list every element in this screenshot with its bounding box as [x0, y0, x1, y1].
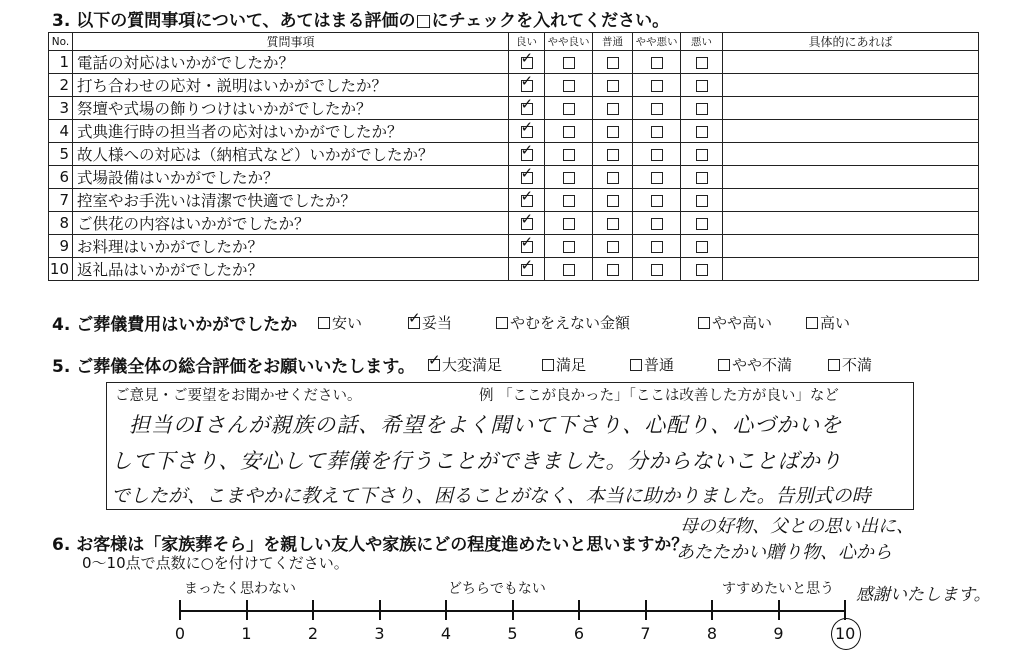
scale-number[interactable]: 0 [174, 624, 186, 643]
rating-cell[interactable] [633, 189, 681, 212]
scale-number[interactable]: 10 [835, 624, 856, 643]
checkbox-checked[interactable] [408, 317, 420, 329]
checkbox[interactable] [607, 241, 619, 253]
rating-cell[interactable] [633, 212, 681, 235]
details-cell[interactable] [723, 235, 979, 258]
overall-option-somewhat-dissatisfied[interactable]: やや不満 [718, 354, 792, 375]
checkbox[interactable] [651, 149, 663, 161]
details-cell[interactable] [723, 258, 979, 281]
rating-cell[interactable] [545, 97, 593, 120]
rating-cell[interactable] [681, 258, 723, 281]
handwritten-comment-line: して下さり、安心して葬儀を行うことができました。分からないことばかり [111, 449, 842, 473]
checkbox[interactable] [651, 80, 663, 92]
rating-cell[interactable] [593, 74, 633, 97]
question-text: 返礼品はいかがでしたか？ [73, 258, 509, 281]
checkbox[interactable] [607, 57, 619, 69]
cost-option-high[interactable]: 高い [806, 312, 850, 333]
checkbox[interactable] [607, 103, 619, 115]
handwritten-comment-line: 担当のIさんが親族の話、希望をよく聞いて下さり、心配り、心づかいを [129, 413, 843, 437]
question-number: 1 [49, 51, 73, 74]
rating-cell[interactable] [593, 143, 633, 166]
checkbox[interactable] [563, 57, 575, 69]
section6-instruction: 0〜10点で点数に○を付けてください。 [82, 554, 349, 572]
question-text: お料理はいかがでしたか？ [73, 235, 509, 258]
table-row [49, 166, 979, 189]
checkbox[interactable] [563, 218, 575, 230]
details-cell[interactable] [723, 143, 979, 166]
table-row [49, 120, 979, 143]
rating-cell[interactable] [633, 120, 681, 143]
question-text: 式典進行時の担当者の応対はいかがでしたか？ [73, 120, 509, 143]
rating-cell[interactable] [545, 189, 593, 212]
checkbox[interactable] [651, 264, 663, 276]
rating-cell[interactable] [633, 97, 681, 120]
rating-cell[interactable] [545, 120, 593, 143]
cost-option-somewhat-high[interactable]: やや高い [698, 312, 772, 333]
checkbox[interactable] [696, 149, 708, 161]
checkbox-checked[interactable] [521, 218, 533, 230]
handwritten-note-line: 母の好物、父との思い出に、 [680, 516, 914, 537]
checkbox[interactable] [542, 359, 554, 371]
rating-cell[interactable] [545, 51, 593, 74]
question-number: 8 [49, 212, 73, 235]
checkbox[interactable] [318, 317, 330, 329]
header-good: 良い [509, 33, 545, 51]
rating-cell[interactable] [681, 97, 723, 120]
checkbox[interactable] [651, 103, 663, 115]
details-cell[interactable] [723, 97, 979, 120]
rating-cell[interactable] [633, 166, 681, 189]
comment-box[interactable] [106, 382, 914, 510]
rating-cell[interactable] [509, 97, 545, 120]
checkbox-checked[interactable] [521, 149, 533, 161]
checkbox[interactable] [696, 126, 708, 138]
handwritten-note-line: あたたかい贈り物、心から [676, 542, 892, 563]
scale-number[interactable]: 6 [573, 624, 585, 643]
rating-cell[interactable] [545, 212, 593, 235]
header-question: 質問事項 [73, 33, 509, 51]
comment-example: 例 「ここが良かった」「ここは改善した方が良い」など [479, 388, 839, 404]
rating-cell[interactable] [681, 166, 723, 189]
rating-cell[interactable] [681, 189, 723, 212]
rating-cell[interactable] [633, 143, 681, 166]
checkbox[interactable] [496, 317, 508, 329]
checkbox[interactable] [563, 103, 575, 115]
checkbox[interactable] [607, 195, 619, 207]
checkbox[interactable] [607, 149, 619, 161]
table-row [49, 143, 979, 166]
rating-cell[interactable] [633, 258, 681, 281]
rating-cell[interactable] [545, 258, 593, 281]
header-average: 普通 [593, 33, 633, 51]
scale-tick [445, 600, 447, 620]
header-fairly-bad: やや悪い [633, 33, 681, 51]
scale-label-mid: どちらでもない [448, 581, 546, 597]
checkbox[interactable] [563, 172, 575, 184]
checkbox[interactable] [607, 126, 619, 138]
checkbox[interactable] [806, 317, 818, 329]
checkbox-checked[interactable] [428, 359, 440, 371]
checkbox-checked[interactable] [521, 241, 533, 253]
checkbox[interactable] [651, 57, 663, 69]
section6-heading: 6. お客様は「家族葬そら」を親しい友人や家族にどの程度進めたいと思いますか？ [52, 535, 689, 555]
selected-score-circle [831, 618, 861, 650]
checkbox[interactable] [607, 172, 619, 184]
details-cell[interactable] [723, 51, 979, 74]
rating-cell[interactable] [681, 74, 723, 97]
rating-cell[interactable] [509, 120, 545, 143]
rating-cell[interactable] [593, 97, 633, 120]
question-text: 電話の対応はいかがでしたか？ [73, 51, 509, 74]
rating-cell[interactable] [593, 166, 633, 189]
rating-cell[interactable] [633, 235, 681, 258]
rating-cell[interactable] [593, 212, 633, 235]
question-text: 故人様への対応は（納棺式など）いかがでしたか？ [73, 143, 509, 166]
table-row [49, 212, 979, 235]
table-row [49, 258, 979, 281]
rating-cell[interactable] [509, 51, 545, 74]
scale-tick [246, 600, 248, 620]
header-details: 具体的にあれば [723, 33, 979, 51]
rating-cell[interactable] [509, 143, 545, 166]
rating-cell[interactable] [509, 166, 545, 189]
scale-number[interactable]: 4 [440, 624, 452, 643]
checkbox-checked[interactable] [521, 126, 533, 138]
rating-cell[interactable] [593, 51, 633, 74]
checkbox[interactable] [563, 126, 575, 138]
scale-tick [578, 600, 580, 620]
question-number: 6 [49, 166, 73, 189]
header-bad: 悪い [681, 33, 723, 51]
checkbox[interactable] [696, 264, 708, 276]
table-header-row [49, 33, 979, 51]
rating-cell[interactable] [545, 74, 593, 97]
table-row [49, 51, 979, 74]
question-text: 控室やお手洗いは清潔で快適でしたか？ [73, 189, 509, 212]
checkbox-checked[interactable] [521, 103, 533, 115]
scale-tick [312, 600, 314, 620]
scale-number[interactable]: 7 [640, 624, 651, 643]
rating-cell[interactable] [681, 212, 723, 235]
checkbox[interactable] [828, 359, 840, 371]
checkbox[interactable] [607, 264, 619, 276]
header-no: No. [49, 33, 73, 51]
checkbox[interactable] [696, 218, 708, 230]
overall-option-very-satisfied[interactable]: ✓ 大変満足 [428, 354, 502, 375]
overall-option-satisfied[interactable]: 満足 [542, 354, 586, 375]
checkbox[interactable] [696, 80, 708, 92]
checkbox[interactable] [651, 241, 663, 253]
rating-cell[interactable] [509, 212, 545, 235]
checkbox[interactable] [563, 80, 575, 92]
checkbox[interactable] [696, 195, 708, 207]
scale-tick [645, 600, 647, 620]
checkbox[interactable] [696, 103, 708, 115]
checkbox-checked[interactable] [521, 264, 533, 276]
overall-option-average[interactable]: 普通 [630, 354, 674, 375]
cost-option-cheap[interactable]: 安い [318, 312, 362, 333]
rating-cell[interactable] [593, 258, 633, 281]
cost-option-reasonable[interactable]: ✓ 妥当 [408, 312, 452, 333]
checkbox[interactable] [696, 172, 708, 184]
checkbox-checked[interactable] [521, 80, 533, 92]
rating-cell[interactable] [681, 120, 723, 143]
table-row [49, 97, 979, 120]
checkbox-checked[interactable] [521, 195, 533, 207]
rating-cell[interactable] [633, 51, 681, 74]
rating-cell[interactable] [509, 258, 545, 281]
handwritten-comment-line: でしたが、こまやかに教えて下さり、困ることがなく、本当に助かりました。告別式の時 [111, 485, 871, 507]
rating-cell[interactable] [545, 166, 593, 189]
question-text: 打ち合わせの応対・説明はいかがでしたか？ [73, 74, 509, 97]
checkbox-checked[interactable] [521, 57, 533, 69]
question-number: 10 [49, 258, 73, 281]
details-cell[interactable] [723, 166, 979, 189]
checkbox[interactable] [651, 126, 663, 138]
scale-number[interactable]: 8 [706, 624, 718, 643]
checkbox[interactable] [696, 57, 708, 69]
details-cell[interactable] [723, 212, 979, 235]
question-number: 9 [49, 235, 73, 258]
checkbox-checked[interactable] [521, 172, 533, 184]
details-cell[interactable] [723, 120, 979, 143]
checkbox[interactable] [563, 241, 575, 253]
rating-cell[interactable] [681, 51, 723, 74]
rating-cell[interactable] [593, 120, 633, 143]
question-number: 2 [49, 74, 73, 97]
question-text: ご供花の内容はいかがでしたか？ [73, 212, 509, 235]
scale-tick [179, 600, 181, 620]
scale-tick [512, 600, 514, 620]
rating-cell[interactable] [593, 189, 633, 212]
checkbox[interactable] [563, 195, 575, 207]
rating-cell[interactable] [681, 143, 723, 166]
question-text: 式場設備はいかがでしたか？ [73, 166, 509, 189]
cost-option-unavoidable[interactable]: やむをえない金額 [496, 312, 630, 333]
overall-option-dissatisfied[interactable]: 不満 [828, 354, 872, 375]
rating-cell[interactable] [509, 235, 545, 258]
scale-label-high: すすめたいと思う [722, 581, 835, 597]
checkbox[interactable] [563, 149, 575, 161]
question-text: 祭壇や式場の飾りつけはいかがでしたか？ [73, 97, 509, 120]
checkbox[interactable] [630, 359, 642, 371]
table-row [49, 235, 979, 258]
question-table [48, 32, 979, 281]
checkbox[interactable] [607, 218, 619, 230]
checkbox[interactable] [698, 317, 710, 329]
question-number: 4 [49, 120, 73, 143]
rating-cell[interactable] [509, 189, 545, 212]
header-fairly-good: やや良い [545, 33, 593, 51]
question-number: 3 [49, 97, 73, 120]
checkbox[interactable] [607, 80, 619, 92]
rating-cell[interactable] [681, 235, 723, 258]
scale-number[interactable]: 9 [773, 624, 784, 643]
scale-number[interactable]: 2 [307, 624, 319, 643]
rating-cell[interactable] [633, 74, 681, 97]
question-number: 5 [49, 143, 73, 166]
rating-cell[interactable] [545, 235, 593, 258]
rating-cell[interactable] [593, 235, 633, 258]
scale-tick [379, 600, 381, 620]
scale-tick [844, 600, 846, 620]
checkbox[interactable] [651, 218, 663, 230]
section3-heading: 3. 以下の質問事項について、あてはまる評価の□にチェックを入れてください。 [52, 11, 670, 31]
section4-heading: 4. ご葬儀費用はいかがでしたか [52, 315, 298, 335]
question-number: 7 [49, 189, 73, 212]
checkbox[interactable] [651, 195, 663, 207]
scale-tick [711, 600, 713, 620]
rating-cell[interactable] [545, 143, 593, 166]
scale-number[interactable]: 5 [507, 624, 518, 643]
table-row [49, 189, 979, 212]
checkbox[interactable] [651, 172, 663, 184]
checkbox[interactable] [718, 359, 730, 371]
scale-label-low: まったく思わない [184, 581, 296, 597]
scale-number[interactable]: 3 [374, 624, 385, 643]
scale-tick [778, 600, 780, 620]
handwritten-note-line: 感謝いたします。 [856, 585, 991, 605]
comment-prompt: ご意見・ご要望をお聞かせください。 [115, 388, 362, 404]
checkbox[interactable] [696, 241, 708, 253]
table-row [49, 74, 979, 97]
scale-number[interactable]: 1 [241, 624, 252, 643]
details-cell[interactable] [723, 189, 979, 212]
rating-cell[interactable] [509, 74, 545, 97]
section5-heading: 5. ご葬儀全体の総合評価をお願いいたします。 [52, 357, 415, 377]
details-cell[interactable] [723, 74, 979, 97]
checkbox[interactable] [563, 264, 575, 276]
